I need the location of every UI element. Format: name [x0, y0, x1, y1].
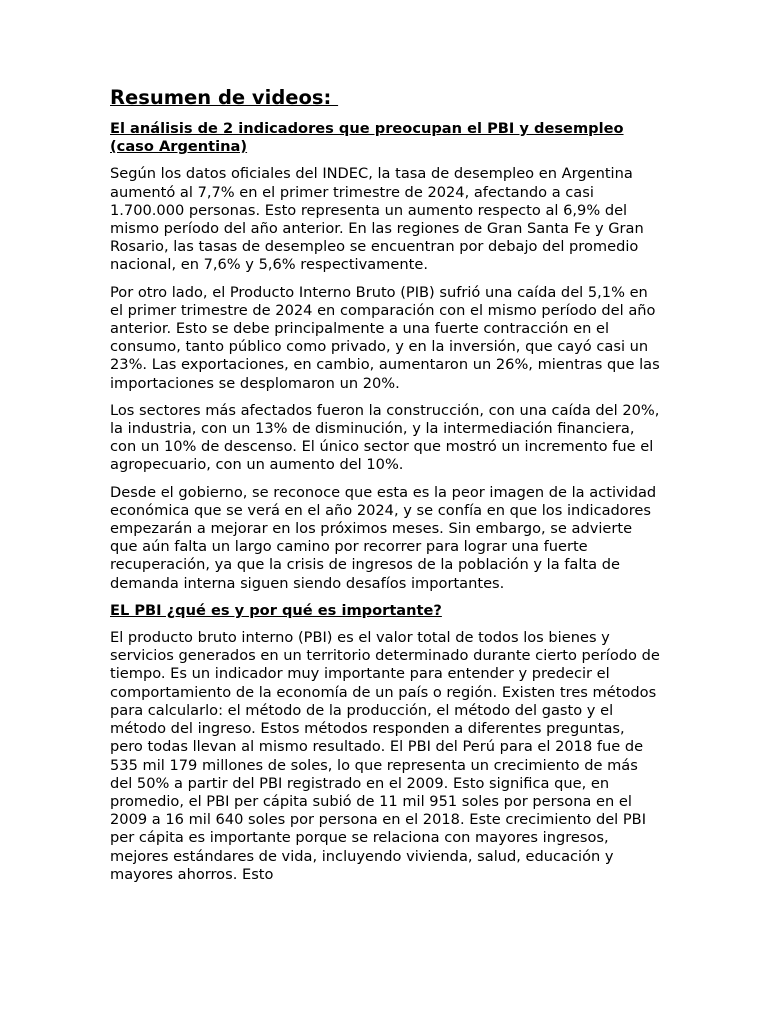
paragraph-sectores: Los sectores más afectados fueron la construcción, con una caída del 20%, la industria, con un 13% de disminución, y la intermediación financiera, con un 10% de descenso. El único sector que mostró un incremento fue el agropecuario, con un aumento del 10%. [110, 401, 660, 474]
paragraph-desempleo: Según los datos oficiales del INDEC, la tasa de desempleo en Argentina aumentó al 7,7% en el primer trimestre de 2024, afectando a casi 1.700.000 personas. Esto representa un aumento respecto al 6,9% del mismo período del año anterior. En las regiones de Gran Santa Fe y Gran Rosario, las tasas de desempleo se encuentran por debajo del promedio nacional, en 7,6% y 5,6% respectivamente. [110, 165, 644, 274]
paragraph-gobierno: Desde el gobierno, se reconoce que esta es la peor imagen de la actividad económica que se verá en el año 2024, y se confía en que los indicadores empezarán a mejorar en los próximos meses. Sin embargo, se advierte que aún falta un largo camino por recorrer para lograr una fuerte recuperación, ya que la crisis de ingresos de la población y la falta de demanda interna siguen siendo desafíos importantes. [110, 483, 657, 592]
section-heading-pbi: EL PBI ¿qué es y por qué es importante? [110, 601, 442, 619]
paragraph-pbi-definicion: El producto bruto interno (PBI) es el valor total de todos los bienes y servicios generados en un territorio determinado durante cierto período de tiempo. Es un indicador muy importante para entender y predecir el comportamiento de la economía de un país o región. Existen tres métodos para calcularlo: el método de la producción, el método del gasto y el método del ingreso. Estos métodos responden a diferentes preguntas, pero todas llevan al mismo resultado. El PBI del Perú para el 2018 fue de 535 mil 179 millones de soles, lo que representa un crecimiento de más del 50% a partir del PBI registrado en el 2009. Esto significa que, en promedio, el PBI per cápita subió de 11 mil 951 soles por persona en el 2009 a 16 mil 640 soles por persona en el 2018. Este crecimiento del PBI per cápita es importante porque se relaciona con mayores ingresos, mejores estándares de vida, incluyendo vivienda, salud, educación y mayores ahorros. Esto [110, 629, 660, 883]
paragraph-pib-caida: Por otro lado, el Producto Interno Bruto (PIB) sufrió una caída del 5,1% en el primer trimestre de 2024 en comparación con el mismo período del año anterior. Esto se debe principalmente a una fuerte contracción en el consumo, tanto público como privado, y en la inversión, que cayó casi un 23%. Las exportaciones, en cambio, aumentaron un 26%, mientras que las importaciones se desplomaron un 20%. [110, 283, 660, 392]
section-heading-argentina: El análisis de 2 indicadores que preocupan el PBI y desempleo (caso Argentina) [110, 120, 624, 156]
document-page [110, 86, 662, 893]
document-title: Resumen de videos: [110, 86, 339, 109]
